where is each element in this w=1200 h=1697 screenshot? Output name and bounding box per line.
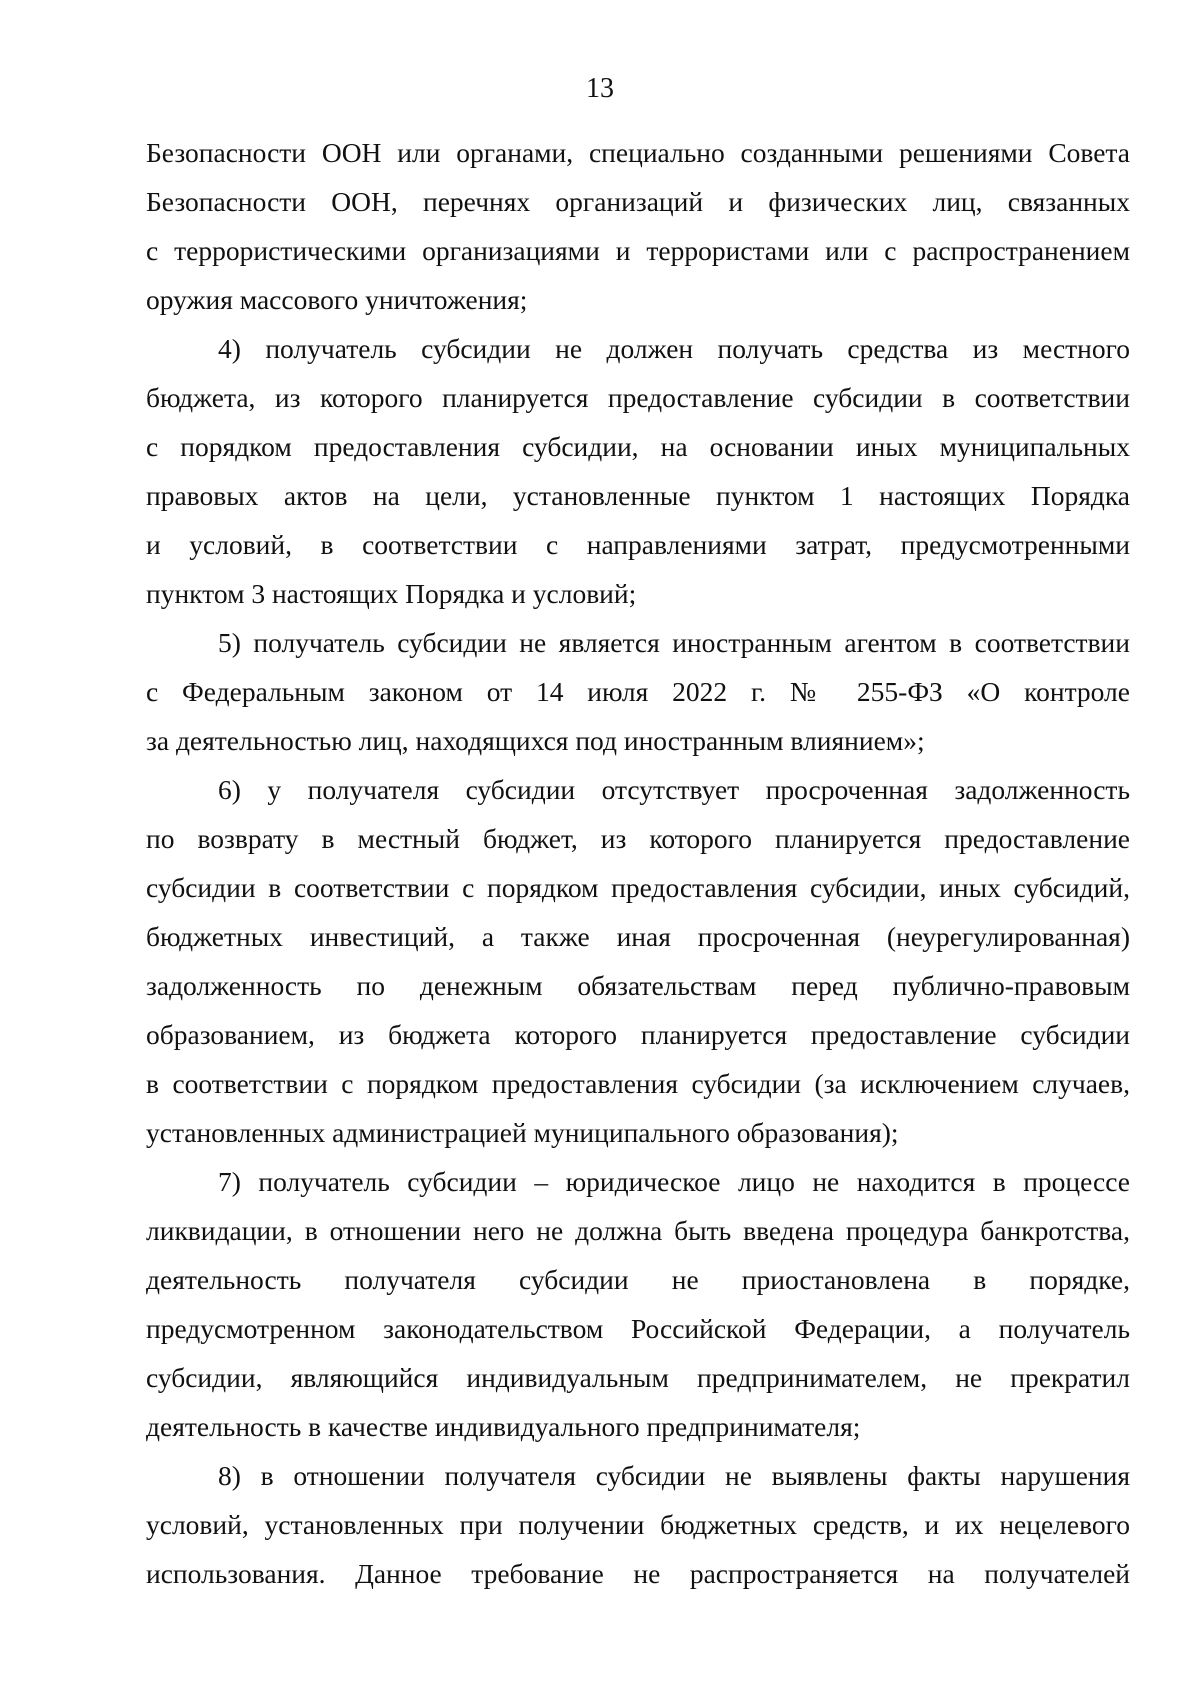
paragraph-item-4 [146,324,1130,618]
text-line: с порядком предоставления субсидии, на основании иных муниципальных [146,431,1130,462]
paragraph-continuation [146,128,1130,324]
text-line: предусмотренном законодательством Российской Федерации, а получатель [146,1313,1130,1344]
text-line: условий, установленных при получении бюджетных средств, и их нецелевого [146,1509,1130,1540]
text-line: Безопасности ООН или органами, специально созданными решениями Совета [146,137,1130,168]
text-line: и условий, в соответствии с направлениями затрат, предусмотренными [146,529,1130,560]
text-line: 7) получатель субсидии – юридическое лицо не находится в процессе [218,1166,1130,1197]
text-line: деятельность в качестве индивидуального предпринимателя; [146,1411,861,1442]
document-body [146,128,1130,1598]
text-line: 6) у получателя субсидии отсутствует просроченная задолженность [218,774,1130,805]
text-line: 4) получатель субсидии не должен получать средства из местного [218,333,1130,364]
text-line: субсидии в соответствии с порядком предоставления субсидии, иных субсидий, [146,872,1130,903]
text-line: субсидии, являющийся индивидуальным предпринимателем, не прекратил [146,1362,1130,1393]
text-line: образованием, из бюджета которого планируется предоставление субсидии [146,1019,1130,1050]
text-line: в соответствии с порядком предоставления субсидии (за исключением случаев, [146,1068,1130,1099]
text-line: по возврату в местный бюджет, из которого планируется предоставление [146,823,1130,854]
text-line: 5) получатель субсидии не является иностранным агентом в соответствии [218,627,1130,658]
text-line: использования. Данное требование не распространяется на получателей [146,1558,1130,1589]
paragraph-item-7 [146,1157,1130,1451]
text-line: бюджета, из которого планируется предоставление субсидии в соответствии [146,382,1130,413]
text-line: правовых актов на цели, установленные пунктом 1 настоящих Порядка [146,480,1130,511]
text-line: деятельность получателя субсидии не приостановлена в порядке, [146,1264,1130,1295]
text-line: 8) в отношении получателя субсидии не выявлены факты нарушения [218,1460,1130,1491]
text-line: ликвидации, в отношении него не должна быть введена процедура банкротства, [146,1215,1130,1246]
paragraph-item-6 [146,765,1130,1157]
page-number: 13 [586,73,614,104]
text-line: пунктом 3 настоящих Порядка и условий; [146,578,637,609]
text-line: с Федеральным законом от 14 июля 2022 г. № 255-ФЗ «О контроле [146,676,1130,707]
paragraph-item-5 [146,618,1130,765]
text-line: установленных администрацией муниципального образования); [146,1117,899,1148]
text-line: задолженность по денежным обязательствам перед публично-правовым [146,970,1130,1001]
text-line: Безопасности ООН, перечнях организаций и физических лиц, связанных [146,186,1130,217]
text-line: с террористическими организациями и террористами или с распространением [146,235,1130,266]
text-line: за деятельностью лиц, находящихся под иностранным влиянием»; [146,725,925,756]
text-line: оружия массового уничтожения; [146,284,528,315]
text-line: бюджетных инвестиций, а также иная просроченная (неурегулированная) [146,921,1130,952]
paragraph-item-8 [146,1451,1130,1598]
